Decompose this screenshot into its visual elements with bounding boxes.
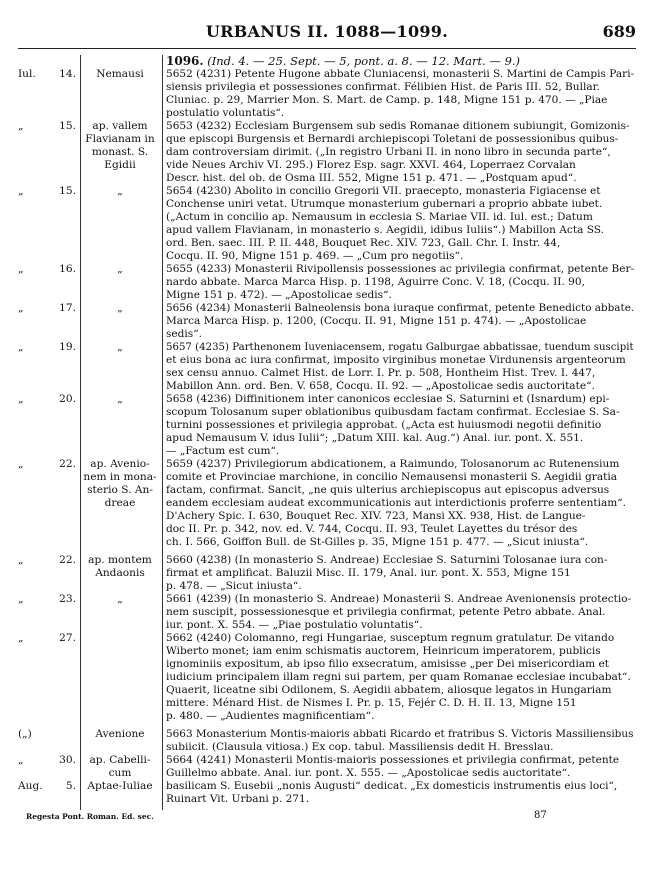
entry-row — [18, 728, 636, 754]
entry-text — [160, 263, 636, 302]
entry-date — [18, 728, 80, 741]
page — [18, 16, 636, 46]
page-number: 689 — [602, 22, 636, 41]
entry-text-line: 5657 (4235) Parthenonem Iuveniacensem, rogatu Galburgae abbatissae, tuendum suscipit — [166, 341, 634, 353]
year-indiction: (Ind. 4. — 25. Sept. — 5, pont. a. 8. — 12. Mart. — 9.) — [207, 54, 521, 68]
entry-text-line: Marca Marca Hisp. p. 1200, (Cocqu. II. 91, Migne 151 p. 474). — „Apostolicae — [166, 315, 587, 327]
entry-text-line: postulatio voluntatis“. — [166, 107, 285, 119]
entry-date — [18, 632, 80, 645]
entry-text-line: subiicit. (Clausula vitiosa.) Ex cop. tabul. Massiliensis dedit H. Bresslau. — [166, 741, 554, 753]
entry-text-line: et eius bona ac iura confirmat, imposito virginibus monetae Virdunensis argenteorum — [166, 354, 626, 366]
entry-month: Aug. — [18, 780, 43, 792]
entry-text-line: turnini possessiones et privilegia approbat. („Acta est huiusmodi negotii definitio — [166, 419, 602, 431]
entry-date — [18, 341, 80, 354]
entry-place-line: „ — [117, 263, 123, 275]
entry-row — [18, 393, 636, 458]
entry-text — [160, 632, 636, 723]
entry-text-line: ch. I. 566, Goiffon Bull. de St-Gilles p. 35, Migne 151 p. 477. — „Sicut iniusta“. — [166, 536, 589, 548]
entry-row — [18, 458, 636, 549]
entry-place — [80, 341, 160, 354]
entry-text-line: apud vallem Flavianam, in monasterio s. Aegidii, idibus Iuliis“.) Mabillon Acta SS. — [166, 224, 604, 236]
entry-text-line: ord. Ben. saec. III. P. II. 448, Bouquet Rec. XIV. 723, Gall. Chr. I. Instr. 44, — [166, 237, 561, 249]
entry-day: 16. — [59, 263, 76, 275]
entry-date — [18, 120, 80, 133]
entry-date — [18, 393, 80, 406]
entry-text — [160, 68, 636, 120]
entry-text-line: comite et Provinciae marchione, in concilio Nemausensi monasterii S. Aegidii gratia — [166, 471, 618, 483]
entry-text-line: D'Achery Spic. I. 630, Bouquet Rec. XIV. 723, Mansi XX. 938, Hist. de Langue- — [166, 510, 586, 522]
entry-date — [18, 554, 80, 567]
entry-place-line: ap. montem — [88, 554, 152, 566]
entry-place-line: nem in mona- — [83, 471, 157, 483]
entry-day: 14. — [59, 68, 76, 80]
entry-place-line: „ — [117, 302, 123, 314]
entry-place-line: Nemausi — [96, 68, 144, 80]
entry-day: 19. — [59, 341, 76, 353]
entry-date — [18, 68, 80, 81]
entry-text-line: 5664 (4241) Monasterii Montis-maioris possessiones et privilegia confirmat, petente — [166, 754, 620, 766]
entry-place — [80, 780, 160, 793]
entry-date — [18, 458, 80, 471]
entry-row — [18, 632, 636, 723]
entry-text-line: Conchense uniri vetat. Utrumque monasterium gubernari a proprio abbate iubet. — [166, 198, 603, 210]
entry-date — [18, 780, 80, 793]
entry-day: 20. — [59, 393, 76, 405]
entry-place — [80, 68, 160, 81]
entry-place-line: ap. Avenio- — [90, 458, 150, 470]
entry-place-line: sterio S. An- — [87, 484, 153, 496]
entry-month: „ — [18, 554, 24, 566]
entry-place-line: „ — [117, 593, 123, 605]
entry-text-line: nem suscipit, possessionesque et privilegia confirmat, petente Petro abbate. Anal. — [166, 606, 606, 618]
entry-text — [160, 185, 636, 263]
footer-left: Regesta Pont. Roman. Ed. sec. — [26, 812, 154, 821]
entry-text-line: Migne 151 p. 472). — „Apostolicae sedis“. — [166, 289, 392, 301]
entry-day: 15. — [59, 120, 76, 132]
entry-text — [160, 754, 636, 780]
entry-place — [80, 593, 160, 606]
entry-place-line: cum — [108, 767, 132, 779]
entry-date — [18, 185, 80, 198]
entry-row — [18, 185, 636, 263]
entry-month: „ — [18, 341, 24, 353]
entry-text-line: eandem ecclesiam audeat excommunicationis aut interdictionis proferre sententiam“. — [166, 497, 627, 509]
entry-place — [80, 393, 160, 406]
running-header — [18, 16, 636, 46]
entry-month: Iul. — [18, 68, 36, 80]
entry-text — [160, 393, 636, 458]
entry-text-line: factam, confirmat. Sancit, „ne quis ulterius archiepiscopus aut episcopus adversus — [166, 484, 610, 496]
entry-date — [18, 263, 80, 276]
year-heading — [160, 55, 636, 68]
entry-place — [80, 302, 160, 315]
entry-row — [18, 120, 636, 185]
entry-text-line: apud Nemausum V. idus Iulii“; „Datum XIII. kal. Aug.“) Anal. iur. pont. X. 551. — [166, 432, 584, 444]
entry-place-line: monast. S. — [91, 146, 149, 158]
entry-text-line: 5663 Monasterium Montis-maioris abbati Ricardo et fratribus S. Victoris Massiliensibus — [166, 728, 634, 740]
entry-row — [18, 341, 636, 393]
entry-place-line: „ — [117, 341, 123, 353]
entry-text-line: 5660 (4238) (In monasterio S. Andreae) Ecclesiae S. Saturnini Tolosanae iura con- — [166, 554, 608, 566]
entry-text-line: 5653 (4232) Ecclesiam Burgensem sub sedis Romanae ditionem subiungit, Gomizonis- — [166, 120, 630, 132]
entry-place-line: Egidii — [104, 159, 136, 171]
entry-text-line: scopum Tolosanum super oblationibus quibusdam factam confirmat. Ecclesiae S. Sa- — [166, 406, 620, 418]
entry-place — [80, 554, 160, 580]
entry-place-line: Andaonis — [95, 567, 145, 579]
header-rule — [18, 48, 636, 49]
entry-text-line: que episcopi Burgensis et Bernardi archiepiscopi Toletani de possessionibus quibus- — [166, 133, 619, 145]
entry-place-line: „ — [117, 185, 123, 197]
entry-place — [80, 728, 160, 741]
entry-text-line: iudicium principalem illam regni sui partem, per quam Romanae ecclesiae incubabat“. — [166, 671, 631, 683]
entry-place — [80, 754, 160, 780]
entry-day — [50, 728, 76, 741]
entry-month: „ — [18, 263, 24, 275]
entry-text-line: siensis privilegia et possessiones confirmat. Félibien Hist. de Paris III. 52, Bullar. — [166, 81, 600, 93]
entry-day: 27. — [59, 632, 76, 644]
entry-text — [160, 728, 636, 754]
entry-date — [18, 593, 80, 606]
entry-date — [18, 754, 80, 767]
entry-place-line: „ — [117, 393, 123, 405]
year-row — [18, 55, 636, 68]
footer-signature: 87 — [534, 810, 547, 821]
entry-day: 17. — [59, 302, 76, 314]
entry-month: „ — [18, 458, 24, 470]
entry-text-line: ignominiis expositum, ab ipso filio exsecratum, amisisse „per Dei misericordiam et — [166, 658, 610, 670]
entry-month: „ — [18, 185, 24, 197]
entry-place-line: dreae — [104, 497, 136, 509]
entry-text-line: p. 478. — „Sicut iniusta“. — [166, 580, 302, 592]
entry-text-line: 5652 (4231) Petente Hugone abbate Cluniacensi, monasterii S. Martini de Campis Pari- — [166, 68, 635, 80]
entry-text-line: Quaerit, liceatne sibi Odilonem, S. Aegidii abbatem, aliosque legatos in Hungariam — [166, 684, 612, 696]
entry-text-line: Wiberto monet; iam enim schismatis auctorem, Heinricum imperatorem, publicis — [166, 645, 601, 657]
year-label: 1096. — [166, 54, 204, 68]
entry-month: „ — [18, 754, 24, 766]
entry-text-line: sex censu annuo. Calmet Hist. de Lorr. I. Pr. p. 508, Hontheim Hist. Trev. I. 447, — [166, 367, 596, 379]
entry-row — [18, 263, 636, 302]
entry-row — [18, 68, 636, 120]
entry-text-line: 5655 (4233) Monasterii Rivipollensis possessiones ac privilegia confirmat, petente Ber- — [166, 263, 635, 275]
entry-place — [80, 458, 160, 510]
entry-row — [18, 754, 636, 780]
entry-day: 15. — [59, 185, 76, 197]
entry-text-line: basilicam S. Eusebii „nonis Augusti“ dedicat. „Ex domesticis instrumentis eius loci“, — [166, 780, 618, 792]
entry-text-line: 5661 (4239) (In monasterio S. Andreae) Monasterii S. Andreae Avenionensis protectio- — [166, 593, 632, 605]
entry-text-line: sedis“. — [166, 328, 202, 340]
entry-text-line: Mabillon Ann. ord. Ben. V. 658, Cocqu. II. 92. — „Apostolicae sedis auctoritate“. — [166, 380, 595, 392]
entry-month: „ — [18, 120, 24, 132]
entry-text-line: mittere. Ménard Hist. de Nismes I. Pr. p. 15, Fejér C. D. H. II. 13, Migne 151 — [166, 697, 577, 709]
entry-text — [160, 554, 636, 593]
entry-month: („) — [18, 728, 32, 740]
entry-day: 5. — [65, 780, 76, 792]
entry-text-line: Cluniac. p. 29, Marrier Mon. S. Mart. de Camp. p. 148, Migne 151 p. 470. — „Piae — [166, 94, 608, 106]
entry-text — [160, 341, 636, 393]
entry-text-line: nardo abbate. Marca Marca Hisp. p. 1198, Aguirre Conc. V. 18, (Cocqu. II. 90, — [166, 276, 585, 288]
entry-text — [160, 302, 636, 341]
entry-text-line: 5654 (4230) Abolito in concilio Gregorii VII. praecepto, monasteria Figiacense et — [166, 185, 601, 197]
entry-text-line: — „Factum est cum“. — [166, 445, 280, 457]
entry-place — [80, 185, 160, 198]
entries-list — [18, 68, 636, 806]
entry-place-line: Flavianam in — [85, 133, 155, 145]
entry-text-line: Guillelmo abbate. Anal. iur. pont. X. 555. — „Apostolicae sedis auctoritate“. — [166, 767, 571, 779]
entry-place-line: Aptae-Iuliae — [87, 780, 153, 792]
entry-text — [160, 120, 636, 185]
entry-place-line: ap. Cabelli- — [89, 754, 151, 766]
entry-row — [18, 593, 636, 632]
entry-place-line: Avenione — [95, 728, 145, 740]
entry-text-line: 5662 (4240) Colomanno, regi Hungariae, susceptum regnum gratulatur. De vitando — [166, 632, 615, 644]
entry-day: 23. — [59, 593, 76, 605]
entry-date — [18, 302, 80, 315]
entry-month: „ — [18, 593, 24, 605]
entry-text-line: iur. pont. X. 554. — „Piae postulatio voluntatis“. — [166, 619, 423, 631]
entry-month: „ — [18, 302, 24, 314]
entry-text-line: firmat et amplificat. Baluzii Misc. II. 179, Anal. iur. pont. X. 553, Migne 151 — [166, 567, 571, 579]
regesta-table — [18, 55, 636, 806]
entry-text — [160, 593, 636, 632]
entry-place-line: ap. vallem — [92, 120, 148, 132]
entry-text-line: („Actum in concilio ap. Nemausum in ecclesia S. Mariae VII. id. Iul. est.; Datum — [166, 211, 593, 223]
entry-text — [160, 458, 636, 549]
entry-month: „ — [18, 632, 24, 644]
entry-text-line: dam controversiam dirimit. („In registro Urbani II. in nono libro in secunda parte“, — [166, 146, 611, 158]
entry-day: 22. — [59, 458, 76, 470]
entry-day: 30. — [59, 754, 76, 766]
entry-text-line: Cocqu. II. 90, Migne 151 p. 469. — „Cum pro negotiis“. — [166, 250, 464, 262]
entry-text-line: Descr. hist. del ob. de Osma III. 552, Migne 151 p. 471. — „Postquam apud“. — [166, 172, 577, 184]
entry-month: „ — [18, 393, 24, 405]
entry-text-line: Ruinart Vit. Urbani p. 271. — [166, 793, 310, 805]
entry-row — [18, 302, 636, 341]
entry-text-line: 5658 (4236) Diffinitionem inter canonicos ecclesiae S. Saturnini et (Isnardum) epi- — [166, 393, 610, 405]
entry-text — [160, 780, 636, 806]
entry-place — [80, 263, 160, 276]
entry-text-line: doc II. Pr. p. 342, nov. ed. V. 744, Cocqu. II. 93, Teulet Layettes du trésor des — [166, 523, 578, 535]
entry-place — [80, 120, 160, 172]
entry-text-line: 5656 (4234) Monasterii Balneolensis bona iuraque confirmat, petente Benedicto abbate. — [166, 302, 635, 314]
entry-text-line: 5659 (4237) Privilegiorum abdicationem, a Raimundo, Tolosanorum ac Rutenensium — [166, 458, 620, 470]
header-title: URBANUS II. 1088—1099. — [205, 22, 449, 41]
entry-day: 22. — [59, 554, 76, 566]
entry-row — [18, 554, 636, 593]
entry-text-line: p. 480. — „Audientes magnificentiam“. — [166, 710, 375, 722]
entry-row — [18, 780, 636, 806]
entry-text-line: vide Neues Archiv VI. 295.) Florez Esp. sagr. XXVI. 464, Loperraez Corvalan — [166, 159, 576, 171]
